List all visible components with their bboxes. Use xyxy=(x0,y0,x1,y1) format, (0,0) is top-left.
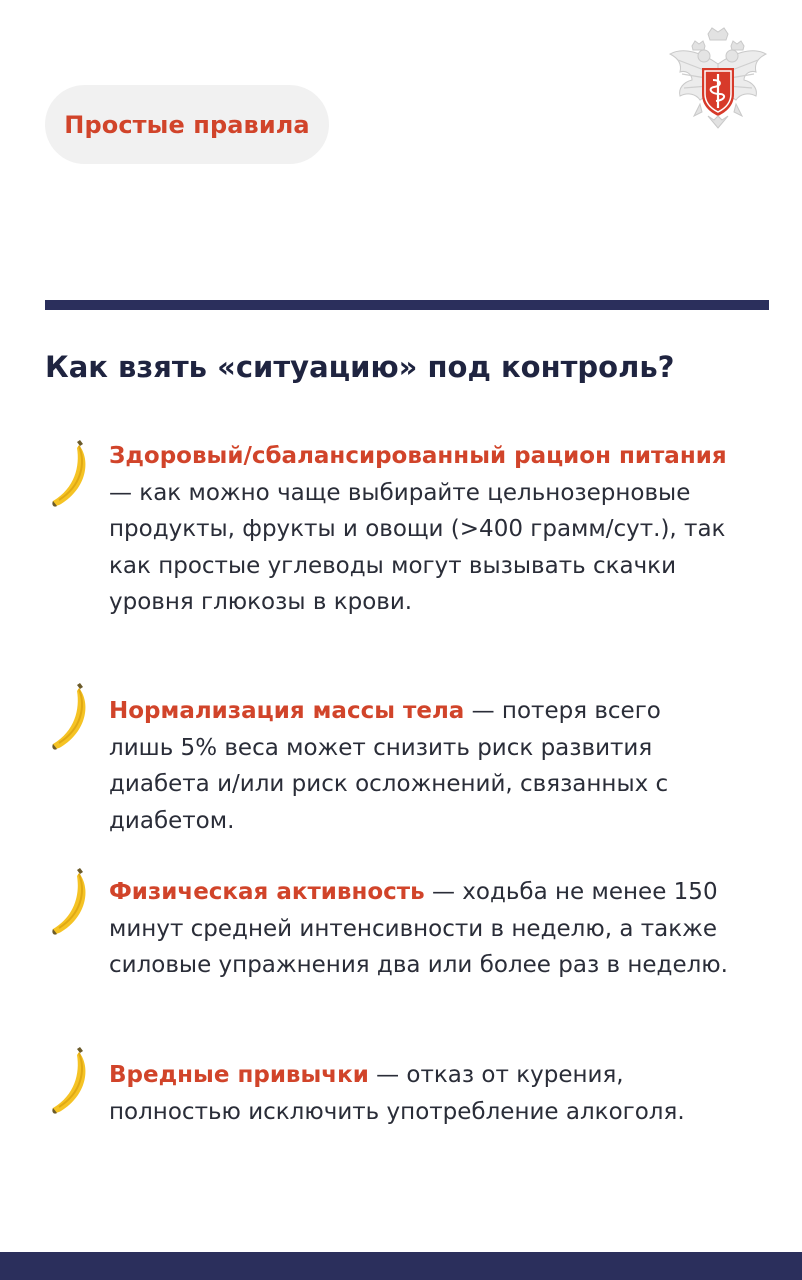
list-item-text xyxy=(109,438,729,621)
category-tag xyxy=(45,85,329,164)
item-description: — отказ от курения, полностью исключить употребление алкоголя. xyxy=(109,1062,685,1125)
coat-of-arms-icon xyxy=(664,24,772,134)
banana-icon xyxy=(47,681,95,753)
list-item-text xyxy=(109,1057,729,1130)
item-title: Физическая активность xyxy=(109,879,425,905)
item-description: — потеря всего лишь 5% веса может снизить риск развития диабета и/или риск осложнений, связанных с диабетом. xyxy=(109,698,669,834)
banana-icon xyxy=(47,438,95,510)
list-item-text xyxy=(109,874,729,984)
item-title: Здоровый/сбалансированный рацион питания xyxy=(109,443,727,469)
item-description: — как можно чаще выбирайте цельнозерновые продукты, фрукты и овощи (>400 грамм/сут.), так как простые углеводы могут вызывать скачки уровня глюкозы в крови. xyxy=(109,479,726,615)
category-tag-label: Простые правила xyxy=(64,110,310,139)
item-title: Нормализация массы тела xyxy=(109,698,465,724)
list-item-text xyxy=(109,693,729,839)
footer-bar xyxy=(0,1252,802,1280)
item-title: Вредные привычки xyxy=(109,1062,369,1088)
banana-icon xyxy=(47,866,95,938)
section-divider xyxy=(45,300,769,310)
banana-icon xyxy=(47,1045,95,1117)
page-heading: Как взять «ситуацию» под контроль? xyxy=(45,350,675,384)
item-description: — ходьба не менее 150 минут средней интенсивности в неделю, а также силовые упражнения два или более раз в неделю. xyxy=(109,879,728,978)
